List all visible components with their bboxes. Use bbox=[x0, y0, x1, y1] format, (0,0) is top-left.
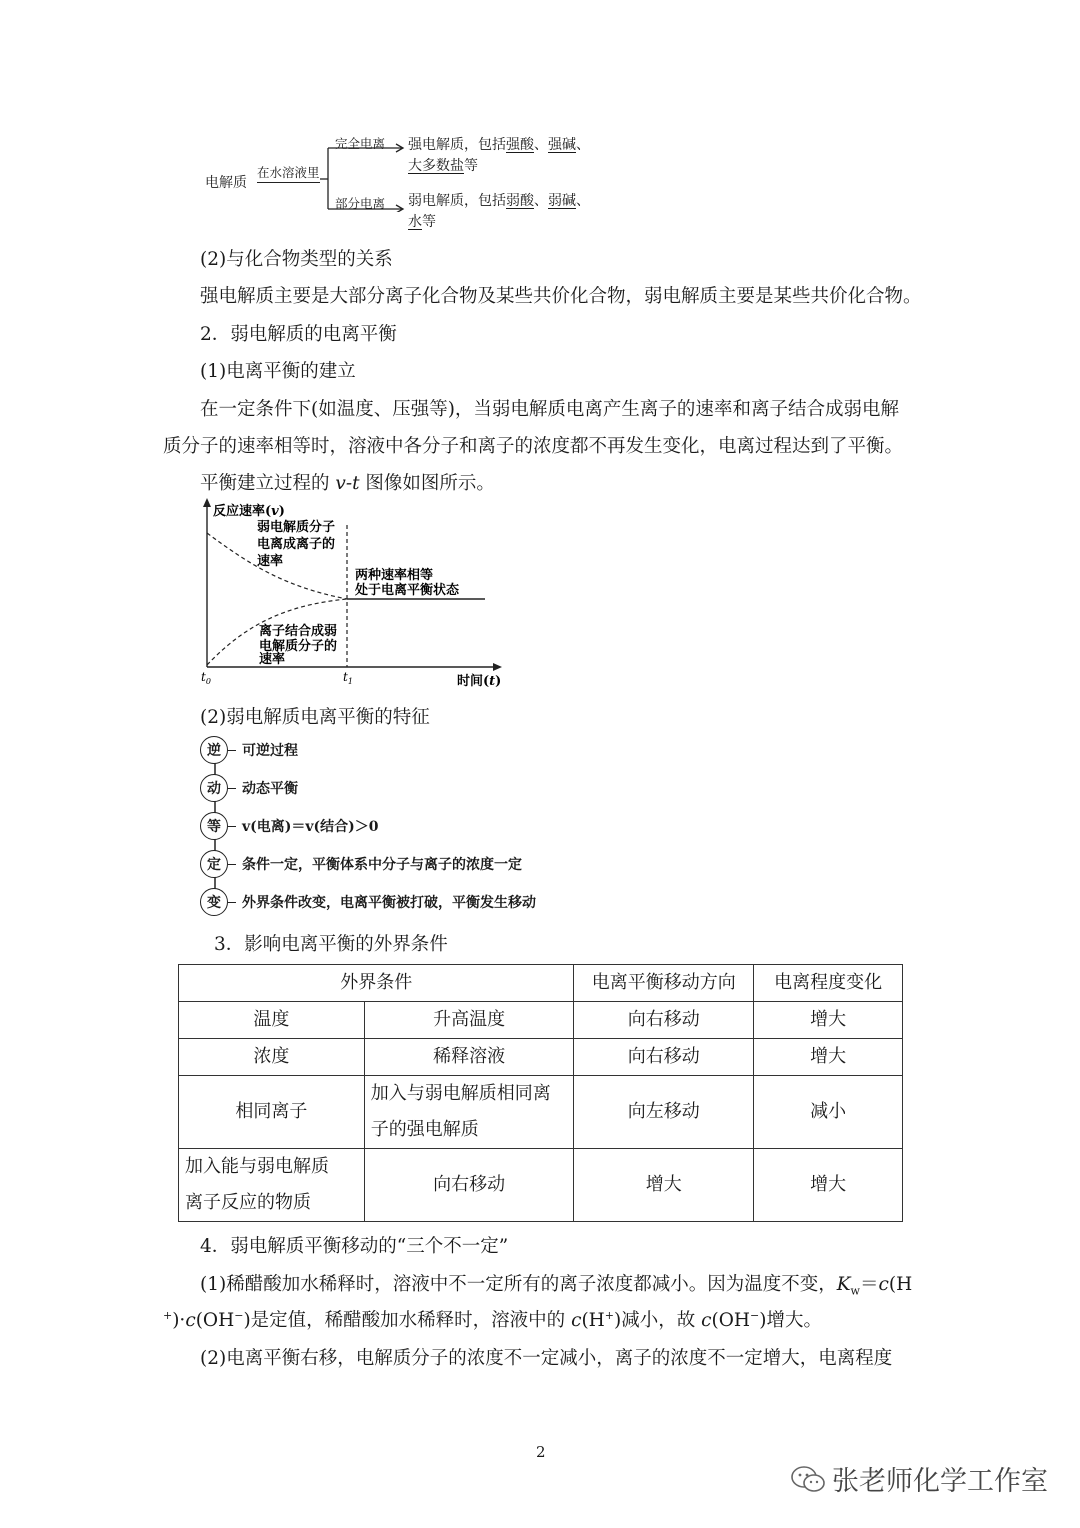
table-cell: 稀释溶液 bbox=[364, 1039, 574, 1076]
table-cell: 加入能与弱电解质 离子反应的物质 bbox=[179, 1149, 365, 1222]
table-cell: 向左移动 bbox=[574, 1076, 754, 1149]
x-axis-label: 时间(t) bbox=[457, 674, 502, 689]
section4-p2: (2)电离平衡右移，电解质分子的浓度不一定减小，离子的浓度不一定增大，电离程度 bbox=[200, 1348, 893, 1369]
table-cell: 温度 bbox=[179, 1002, 365, 1039]
section3-heading: 3．影响电离平衡的外界条件 bbox=[214, 934, 448, 955]
y-axis-label: 反应速率(v) bbox=[213, 504, 285, 519]
table-cell: 减小 bbox=[754, 1076, 903, 1149]
strong-electrolyte-line1: 强电解质，包括强酸、强碱、 bbox=[408, 137, 590, 153]
equilibrium-label: 两种速率相等 处于电离平衡状态 bbox=[355, 568, 460, 598]
section2-heading: 2．弱电解质的电离平衡 bbox=[200, 324, 397, 345]
watermark-text: 张老师化学工作室 bbox=[832, 1466, 1048, 1497]
table-header-row bbox=[179, 965, 903, 1002]
table-row bbox=[179, 1002, 903, 1039]
condition-label: 在水溶液里 bbox=[257, 163, 320, 183]
table-cell: 相同离子 bbox=[179, 1076, 365, 1149]
features-heading: (2)弱电解质电离平衡的特征 bbox=[200, 707, 430, 728]
conditions-table bbox=[178, 964, 903, 1222]
lower-label: 离子结合成弱 电解质分子的 速率 bbox=[259, 624, 338, 667]
relation-heading: (2)与化合物类型的关系 bbox=[200, 249, 393, 270]
feature-char: 变 bbox=[200, 888, 228, 916]
section2-sub1: (1)电离平衡的建立 bbox=[200, 361, 356, 382]
table-header: 外界条件 bbox=[179, 965, 574, 1002]
table-cell: 向右移动 bbox=[574, 1002, 754, 1039]
table-header: 电离平衡移动方向 bbox=[574, 965, 754, 1002]
feature-item: 变 外界条件改变，电离平衡被打破，平衡发生移动 bbox=[200, 888, 536, 916]
table-row bbox=[179, 1076, 903, 1149]
table-cell: 增大 bbox=[754, 1039, 903, 1076]
upper-label: 弱电解质分子 电离成离子的 速率 bbox=[257, 520, 336, 569]
strong-electrolyte-line2: 大多数盐等 bbox=[408, 158, 478, 174]
feature-item: 定 条件一定，平衡体系中分子与离子的浓度一定 bbox=[200, 850, 522, 878]
section4-p1-line1: (1)稀醋酸加水稀释时，溶液中不一定所有的离子浓度都减小。因为温度不变，$K_w=c(H$ bbox=[200, 1274, 913, 1298]
wechat-icon bbox=[790, 1464, 826, 1494]
branch-label-partial: 部分电离 bbox=[335, 196, 386, 211]
feature-char: 动 bbox=[200, 774, 228, 802]
weak-electrolyte-line2: 水等 bbox=[408, 214, 436, 230]
table-cell: 加入与弱电解质相同离 子的强电解质 bbox=[364, 1076, 574, 1149]
branch-label-complete: 完全电离 bbox=[335, 136, 386, 151]
table-row bbox=[179, 1149, 903, 1222]
section4-p1-line2: +)·c(OH−)是定值，稀醋酸加水稀释时，溶液中的 c(H+)减小，故 c(OH−)增大。 bbox=[163, 1308, 822, 1331]
relation-body: 强电解质主要是大部分离子化合物及某些共价化合物，弱电解质主要是某些共价化合物。 bbox=[200, 286, 922, 307]
feature-item: 逆 可逆过程 bbox=[200, 736, 298, 764]
table-cell: 升高温度 bbox=[364, 1002, 574, 1039]
table-cell: 增大 bbox=[754, 1002, 903, 1039]
watermark bbox=[790, 1459, 1048, 1498]
feature-char: 等 bbox=[200, 812, 228, 840]
tick-t0: $t_0$ bbox=[201, 670, 211, 686]
equilibrium-para-line1: 在一定条件下(如温度、压强等)，当弱电解质电离产生离子的速率和离子结合成弱电解 bbox=[200, 399, 899, 420]
table-cell: 增大 bbox=[754, 1149, 903, 1222]
feature-item: 等 v(电离)＝v(结合)＞0 bbox=[200, 812, 379, 840]
table-cell: 向右移动 bbox=[364, 1149, 574, 1222]
equilibrium-para-line2: 质分子的速率相等时，溶液中各分子和离子的浓度都不再发生变化，电离过程达到了平衡。 bbox=[163, 436, 904, 457]
table-cell: 向右移动 bbox=[574, 1039, 754, 1076]
x-axis-arrow bbox=[493, 663, 502, 671]
y-axis-arrow bbox=[203, 498, 211, 507]
root-label: 电解质 bbox=[205, 175, 247, 191]
weak-electrolyte-line1: 弱电解质，包括弱酸、弱碱、 bbox=[408, 193, 590, 209]
feature-char: 逆 bbox=[200, 736, 228, 764]
tick-t1: $t_1$ bbox=[343, 670, 353, 686]
feature-item: 动 动态平衡 bbox=[200, 774, 298, 802]
table-cell: 增大 bbox=[574, 1149, 754, 1222]
table-row bbox=[179, 1039, 903, 1076]
section4-heading: 4．弱电解质平衡移动的“三个不一定” bbox=[200, 1236, 509, 1257]
vt-chart bbox=[195, 495, 515, 695]
page-number: 2 bbox=[536, 1443, 546, 1461]
vt-intro: 平衡建立过程的 v-t 图像如图所示。 bbox=[200, 473, 495, 494]
feature-char: 定 bbox=[200, 850, 228, 878]
table-header: 电离程度变化 bbox=[754, 965, 903, 1002]
table-cell: 浓度 bbox=[179, 1039, 365, 1076]
